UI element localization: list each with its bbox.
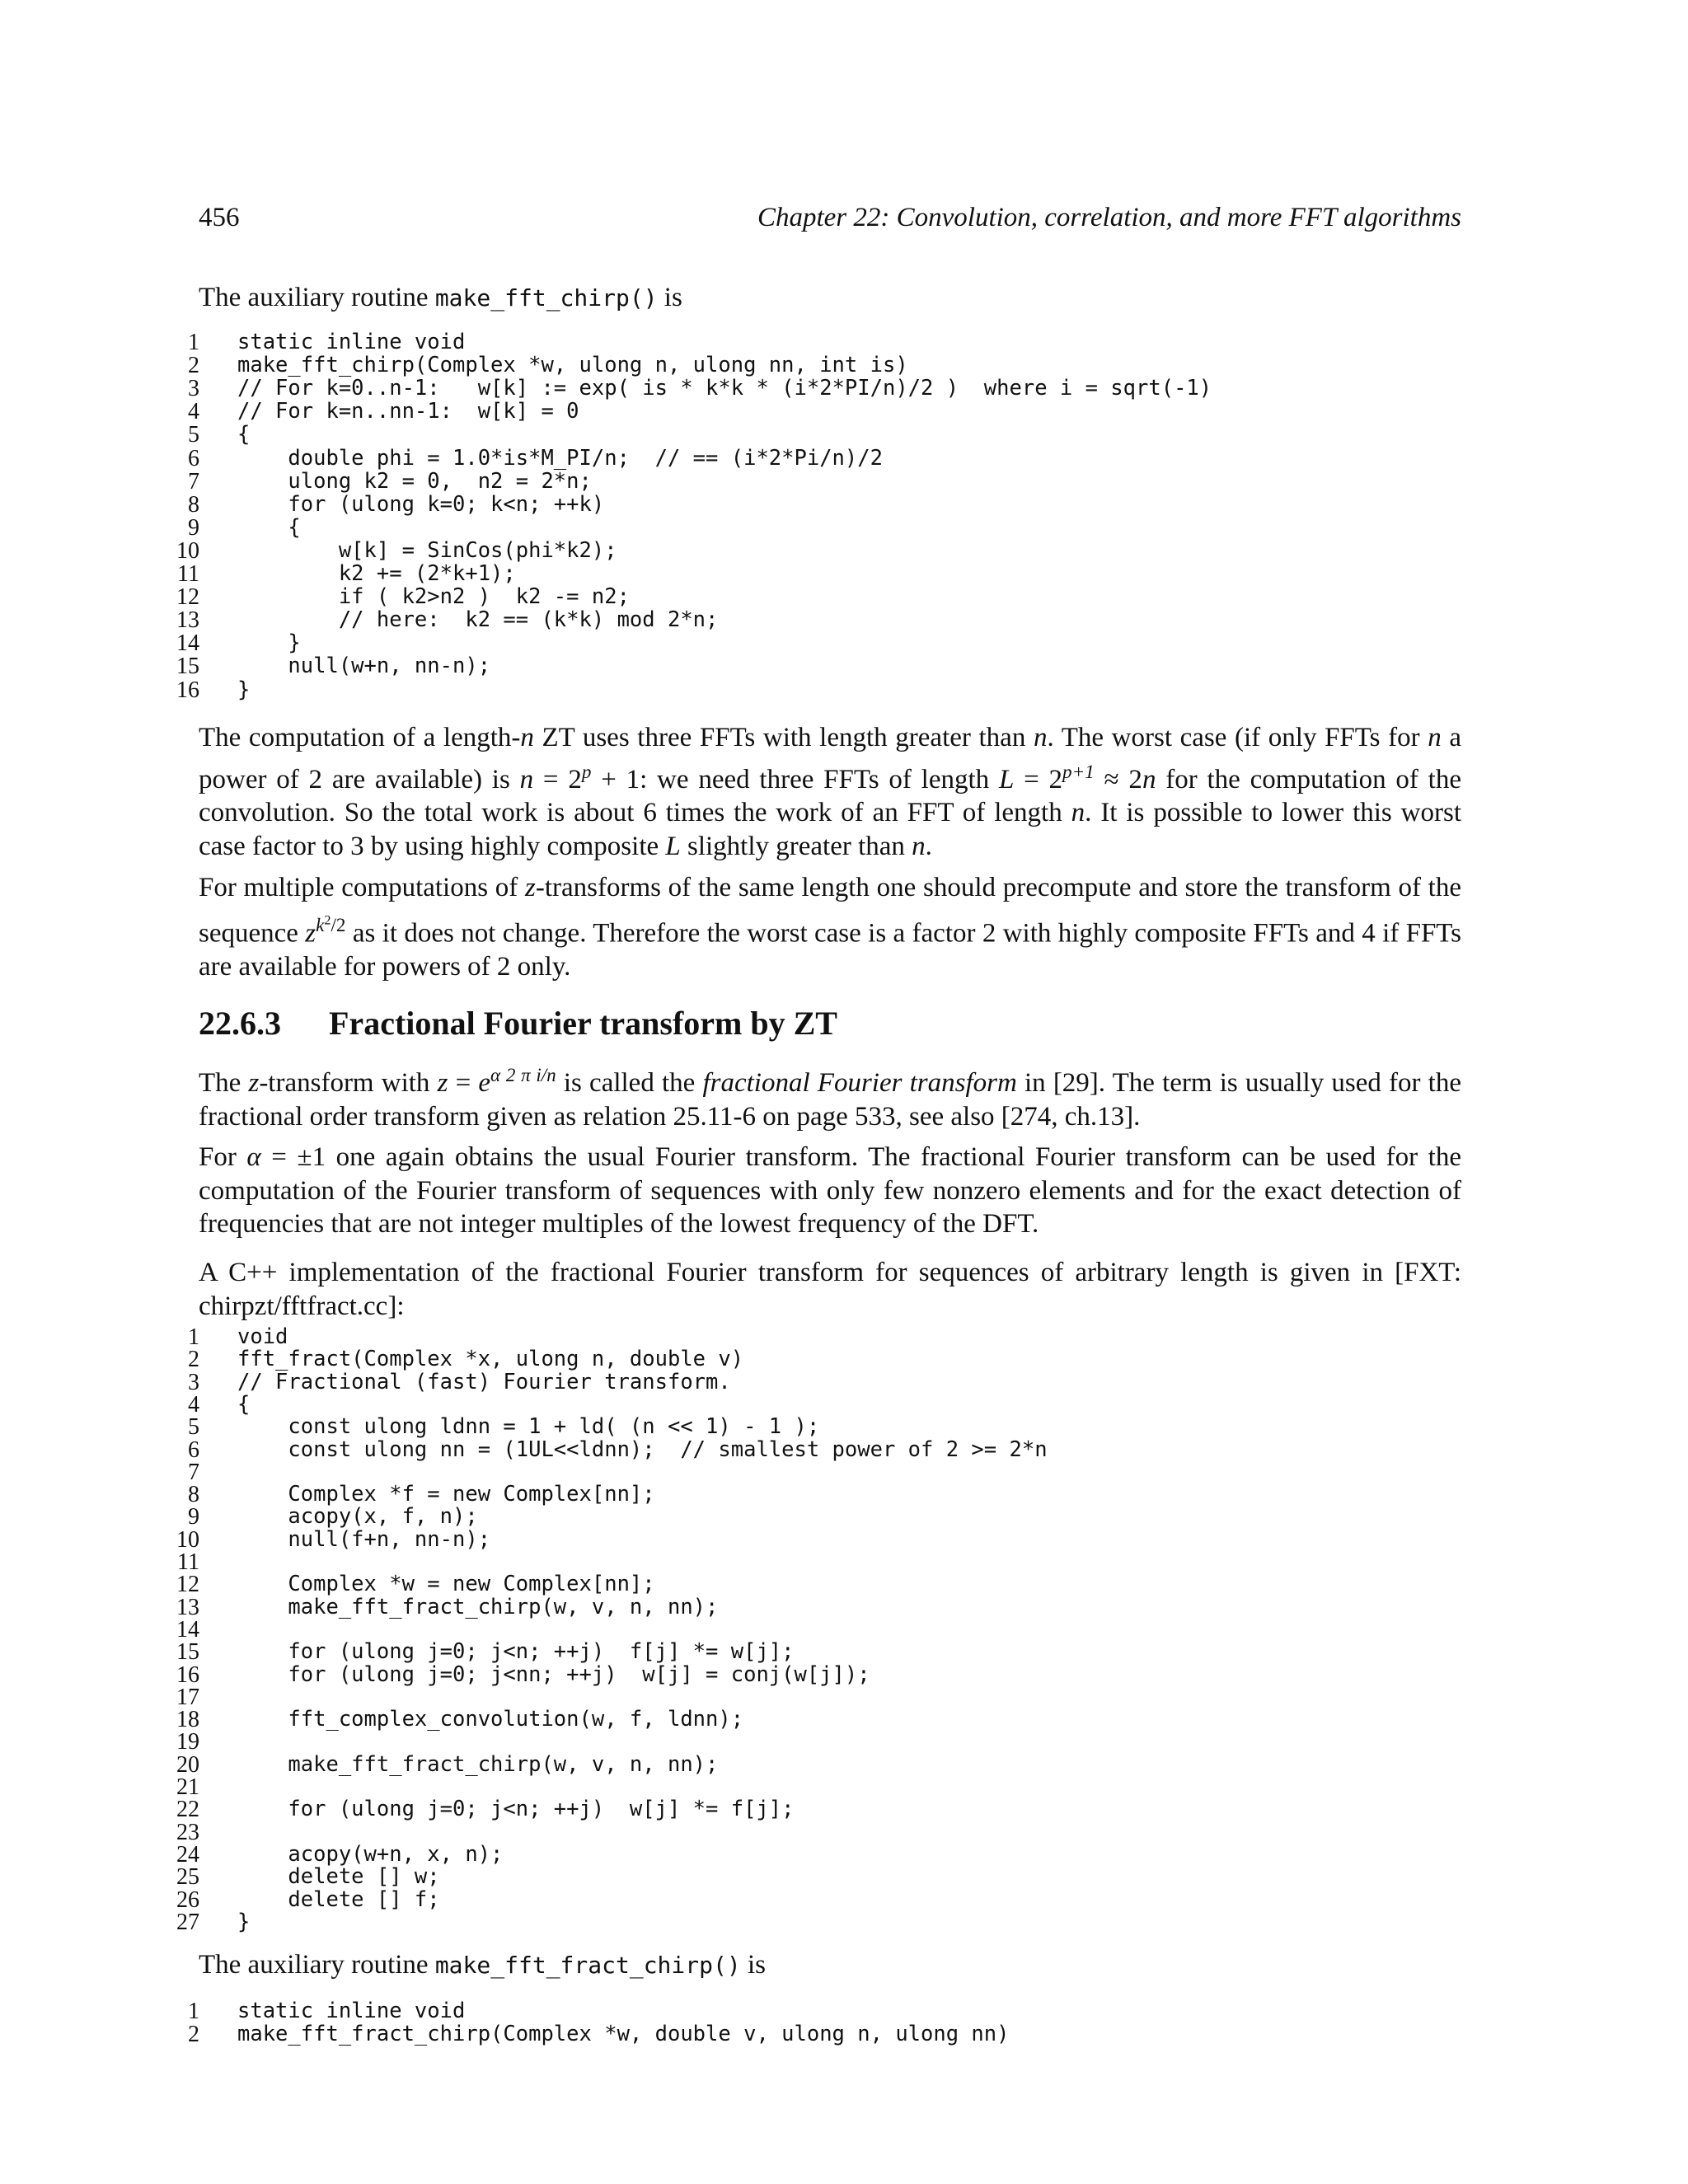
code-line xyxy=(176,1707,1423,1733)
line-number: 5 xyxy=(188,1414,199,1441)
line-number: 7 xyxy=(188,468,199,494)
code-line xyxy=(176,1639,1423,1666)
code-line xyxy=(186,1324,1423,1350)
inline-code: make_fft_chirp() xyxy=(434,284,658,312)
line-number: 18 xyxy=(176,1707,199,1733)
line-number: 15 xyxy=(176,1639,199,1666)
code-text: delete [] w; xyxy=(237,1864,440,1890)
line-number: 19 xyxy=(176,1729,199,1755)
code-line xyxy=(186,422,1423,448)
chapter-title: Chapter 22: Convolution, correlation, and more FFT algorithms xyxy=(757,203,1461,232)
code-text: fft_fract(Complex *x, ulong n, double v) xyxy=(237,1347,744,1372)
code-text: Complex *w = new Complex[nn]; xyxy=(237,1572,655,1597)
code-line xyxy=(176,607,1423,634)
code-line xyxy=(176,1572,1423,1598)
line-number: 24 xyxy=(176,1841,199,1868)
running-header xyxy=(199,203,1461,239)
code-text: { xyxy=(237,1391,251,1417)
code-text: double phi = 1.0*is*M_PI/n; // == (i*2*Pi/n)/2 xyxy=(237,445,883,471)
code-line xyxy=(176,630,1423,657)
code-text: void xyxy=(237,1324,288,1349)
line-number: 23 xyxy=(176,1819,199,1845)
paragraph-alpha: For α = ±1 one again obtains the usual Fourier transform. The fractional Fourier transform can be used for the computation of the Fourier transform of sequences with only few nonzero elements and for the exact detection of frequencies that are not integer multiples of the lowest frequency of the DFT. xyxy=(199,1142,1461,1239)
code-text: for (ulong k=0; k<n; ++k) xyxy=(237,491,605,517)
line-number: 2 xyxy=(188,353,199,379)
code-text: // For k=n..nn-1: w[k] = 0 xyxy=(237,399,579,424)
code-line xyxy=(186,446,1423,469)
code-line xyxy=(186,1391,1423,1418)
code-line xyxy=(186,1436,1423,1463)
code-text: } xyxy=(237,677,251,702)
code-text: { xyxy=(237,514,301,540)
line-number: 10 xyxy=(176,537,199,564)
line-number: 7 xyxy=(188,1459,199,1485)
line-number: 1 xyxy=(188,1999,199,2024)
code-listing-make-fft-chirp xyxy=(176,330,1423,703)
line-number: 6 xyxy=(188,1436,199,1463)
code-line xyxy=(176,1886,1423,1913)
paragraph-implementation: A C++ implementation of the fractional Fourier transform for sequences of arbitrary length is given in [FXT: chirpzt/fftfract.cc]: xyxy=(199,1258,1461,1321)
code-line xyxy=(176,1661,1423,1688)
code-text: delete [] f; xyxy=(237,1886,440,1912)
code-text: if ( k2>n2 ) k2 -= n2; xyxy=(237,584,630,610)
line-number: 5 xyxy=(188,422,199,448)
line-number: 27 xyxy=(176,1909,199,1935)
page-number: 456 xyxy=(199,203,240,232)
inline-code: make_fft_fract_chirp() xyxy=(434,1952,741,1979)
line-number: 11 xyxy=(177,561,199,587)
code-text: make_fft_chirp(Complex *w, ulong n, ulong nn, int is) xyxy=(237,353,908,378)
code-text: make_fft_fract_chirp(Complex *w, double v, ulong n, ulong nn) xyxy=(237,2022,1010,2046)
line-number: 3 xyxy=(188,1369,199,1395)
code-text: // Fractional (fast) Fourier transform. xyxy=(237,1369,731,1394)
line-number: 14 xyxy=(176,630,199,657)
code-text: const ulong ldnn = 1 + ld( (n << 1) - 1 ); xyxy=(237,1414,820,1440)
code-line xyxy=(176,1909,1423,1935)
code-listing-make-fft-fract-chirp xyxy=(186,1999,1423,2045)
code-text: for (ulong j=0; j<n; ++j) w[j] *= f[j]; xyxy=(237,1797,795,1822)
code-line xyxy=(176,1841,1423,1868)
code-line xyxy=(186,469,1423,492)
code-line xyxy=(186,376,1423,402)
line-number: 22 xyxy=(176,1797,199,1823)
code-line xyxy=(176,654,1423,680)
code-line xyxy=(176,537,1423,564)
line-number: 9 xyxy=(188,1504,199,1530)
code-line xyxy=(186,1369,1423,1395)
code-line xyxy=(186,330,1423,353)
code-line xyxy=(176,677,1423,703)
line-number: 1 xyxy=(188,1324,199,1350)
line-number: 14 xyxy=(176,1616,199,1643)
code-line xyxy=(186,1414,1423,1441)
code-text: acopy(x, f, n); xyxy=(237,1504,478,1530)
code-text: // For k=0..n-1: w[k] := exp( is * k*k * (i*2*PI/n)/2 ) where i = sqrt(-1) xyxy=(237,376,1212,401)
code-line xyxy=(176,1729,1423,1755)
code-line xyxy=(186,399,1423,425)
code-line xyxy=(176,584,1423,611)
line-number: 26 xyxy=(176,1886,199,1913)
code-line xyxy=(176,1751,1423,1778)
code-text: } xyxy=(237,1909,251,1934)
code-text: // here: k2 == (k*k) mod 2*n; xyxy=(237,607,719,633)
code-text: const ulong nn = (1UL<<ldnn); // smallest power of 2 >= 2*n xyxy=(237,1436,1048,1462)
code-line xyxy=(176,1819,1423,1845)
line-number: 13 xyxy=(176,607,199,634)
line-number: 16 xyxy=(176,677,199,703)
line-number: 25 xyxy=(176,1864,199,1891)
code-text: null(f+n, nn-n); xyxy=(237,1526,491,1552)
code-text: make_fft_fract_chirp(w, v, n, nn); xyxy=(237,1751,719,1777)
code-line xyxy=(176,1797,1423,1823)
line-number: 9 xyxy=(188,514,199,541)
code-text: null(w+n, nn-n); xyxy=(237,654,491,679)
line-number: 8 xyxy=(188,1482,199,1508)
code-line xyxy=(176,1774,1423,1800)
code-line xyxy=(176,1594,1423,1620)
line-number: 8 xyxy=(188,491,199,518)
code-line xyxy=(176,1684,1423,1710)
line-number: 2 xyxy=(188,1347,199,1373)
code-line xyxy=(176,1864,1423,1891)
code-line xyxy=(186,1459,1423,1485)
code-line xyxy=(186,353,1423,379)
code-line xyxy=(186,2022,1423,2045)
code-line xyxy=(186,491,1423,518)
line-number: 6 xyxy=(188,445,199,471)
line-number: 21 xyxy=(176,1774,199,1800)
code-line xyxy=(186,1999,1423,2022)
line-number: 11 xyxy=(177,1549,199,1575)
code-text: Complex *f = new Complex[nn]; xyxy=(237,1482,655,1507)
code-text: static inline void xyxy=(237,1999,466,2023)
line-number: 3 xyxy=(188,376,199,402)
code-text: make_fft_fract_chirp(w, v, n, nn); xyxy=(237,1594,719,1619)
line-number: 1 xyxy=(188,330,199,355)
code-text: fft_complex_convolution(w, f, ldnn); xyxy=(237,1707,744,1732)
line-number: 20 xyxy=(176,1751,199,1778)
code-text: { xyxy=(237,422,251,448)
code-line xyxy=(176,1526,1423,1553)
code-text: k2 += (2*k+1); xyxy=(237,561,516,586)
code-line xyxy=(177,1549,1423,1575)
line-number: 2 xyxy=(188,2022,199,2047)
section-heading xyxy=(199,1004,837,1043)
code-line xyxy=(186,1347,1423,1373)
code-line xyxy=(176,1616,1423,1643)
line-number: 15 xyxy=(176,654,199,680)
code-line xyxy=(186,1504,1423,1530)
line-number: 10 xyxy=(176,1526,199,1553)
paragraph-zt-cost: The computation of a length-n ZT uses three FFTs with length greater than n. The worst case (if only FFTs for n a power of 2 are available) is $n = 2^p + 1$: we need three FFTs of length $L = 2^{p+1} \approx 2n$ for the computation of the convolution. So the total work is about 6 times the work of an FFT of length n. It is possible to lower this worst case factor to 3 by using highly composite L slightly greater than n. xyxy=(199,723,1461,861)
line-number: 16 xyxy=(176,1661,199,1688)
intro-paragraph-1: The auxiliary routine make_fft_chirp() is xyxy=(199,283,682,312)
code-text: ulong k2 = 0, n2 = 2*n; xyxy=(237,468,592,494)
line-number: 17 xyxy=(176,1684,199,1710)
code-line xyxy=(186,1482,1423,1508)
code-line xyxy=(186,514,1423,541)
line-number: 12 xyxy=(176,1572,199,1598)
paragraph-fractional-definition: The z-transform with $z = e^{\alpha 2 \pi i/n}$ is called the fractional Fourier transform in [29]. The term is usually used for the fractional order transform given as relation 25.11-6 on page 533, see also [274, ch.13]. xyxy=(199,1064,1461,1132)
code-listing-fft-fract xyxy=(176,1324,1423,1935)
section-title: Fractional Fourier transform by ZT xyxy=(329,1005,837,1042)
code-line xyxy=(177,561,1423,587)
code-text: w[k] = SinCos(phi*k2); xyxy=(237,537,617,563)
paragraph-precompute: For multiple computations of z-transforms of the same length one should precompute and store the transform of the sequence $z^{k^2/2}$ as it does not change. Therefore the worst case is a factor 2 with highly composite FFTs and 4 if FFTs are available for powers of 2 only. xyxy=(199,873,1461,982)
intro-paragraph-2: The auxiliary routine make_fft_fract_chirp() is xyxy=(199,1950,766,1980)
code-text: acopy(w+n, x, n); xyxy=(237,1841,504,1867)
code-text: } xyxy=(237,630,301,656)
line-number: 12 xyxy=(176,584,199,611)
line-number: 4 xyxy=(188,399,199,425)
line-number: 13 xyxy=(176,1594,199,1620)
code-text: static inline void xyxy=(237,330,466,354)
code-text: for (ulong j=0; j<n; ++j) f[j] *= w[j]; xyxy=(237,1639,795,1665)
section-number: 22.6.3 xyxy=(199,1005,281,1042)
line-number: 4 xyxy=(188,1391,199,1418)
code-text: for (ulong j=0; j<nn; ++j) w[j] = conj(w[j]); xyxy=(237,1661,870,1687)
